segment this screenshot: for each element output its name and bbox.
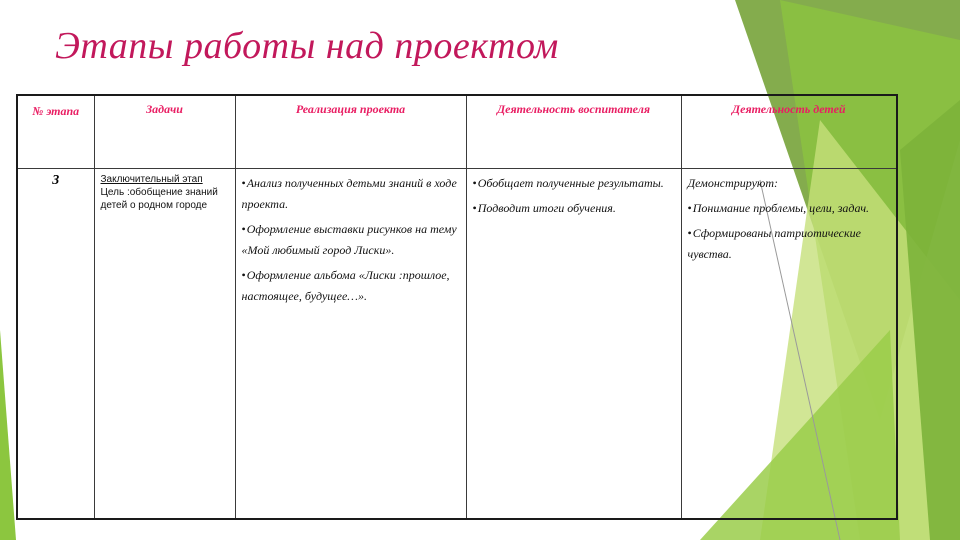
list-item: • Анализ полученных детьми знаний в ходе проекта. <box>242 173 460 215</box>
page-title: Этапы работы над проектом <box>55 25 559 67</box>
list-item: • Сформированы патриотические чувства. <box>688 223 891 265</box>
header-tasks: Задачи <box>94 95 235 169</box>
list-item: • Понимание проблемы, цели, задач. <box>688 198 891 219</box>
header-implementation: Реализация проекта <box>235 95 466 169</box>
list-item: • Оформление выставки рисунков на тему «Мой любимый город Лиски». <box>242 219 460 261</box>
project-stages-table <box>16 94 898 520</box>
list-item: • Подводит итоги обучения. <box>473 198 675 219</box>
tasks-cell <box>94 169 235 520</box>
stage-goal: Цель :обобщение знаний детей о родном городе <box>100 187 218 211</box>
children-lead: Демонстрируют: <box>687 176 779 190</box>
stage-number-cell: 3 <box>17 169 94 520</box>
header-stage-number: № этапа <box>17 95 94 169</box>
header-children-activity: Деятельность детей <box>681 95 897 169</box>
educator-activity-cell <box>466 169 681 520</box>
deco-left-sliver <box>0 330 16 540</box>
table-header-row <box>17 95 897 169</box>
list-item: • Оформление альбома «Лиски :прошлое, настоящее, будущее…». <box>242 265 460 307</box>
children-activity-cell <box>681 169 897 520</box>
stage-name: Заключительный этап <box>100 174 203 185</box>
implementation-cell <box>235 169 466 520</box>
table-row <box>17 169 897 520</box>
header-educator-activity: Деятельность воспитателя <box>466 95 681 169</box>
list-item: • Обобщает полученные результаты. <box>473 173 675 194</box>
